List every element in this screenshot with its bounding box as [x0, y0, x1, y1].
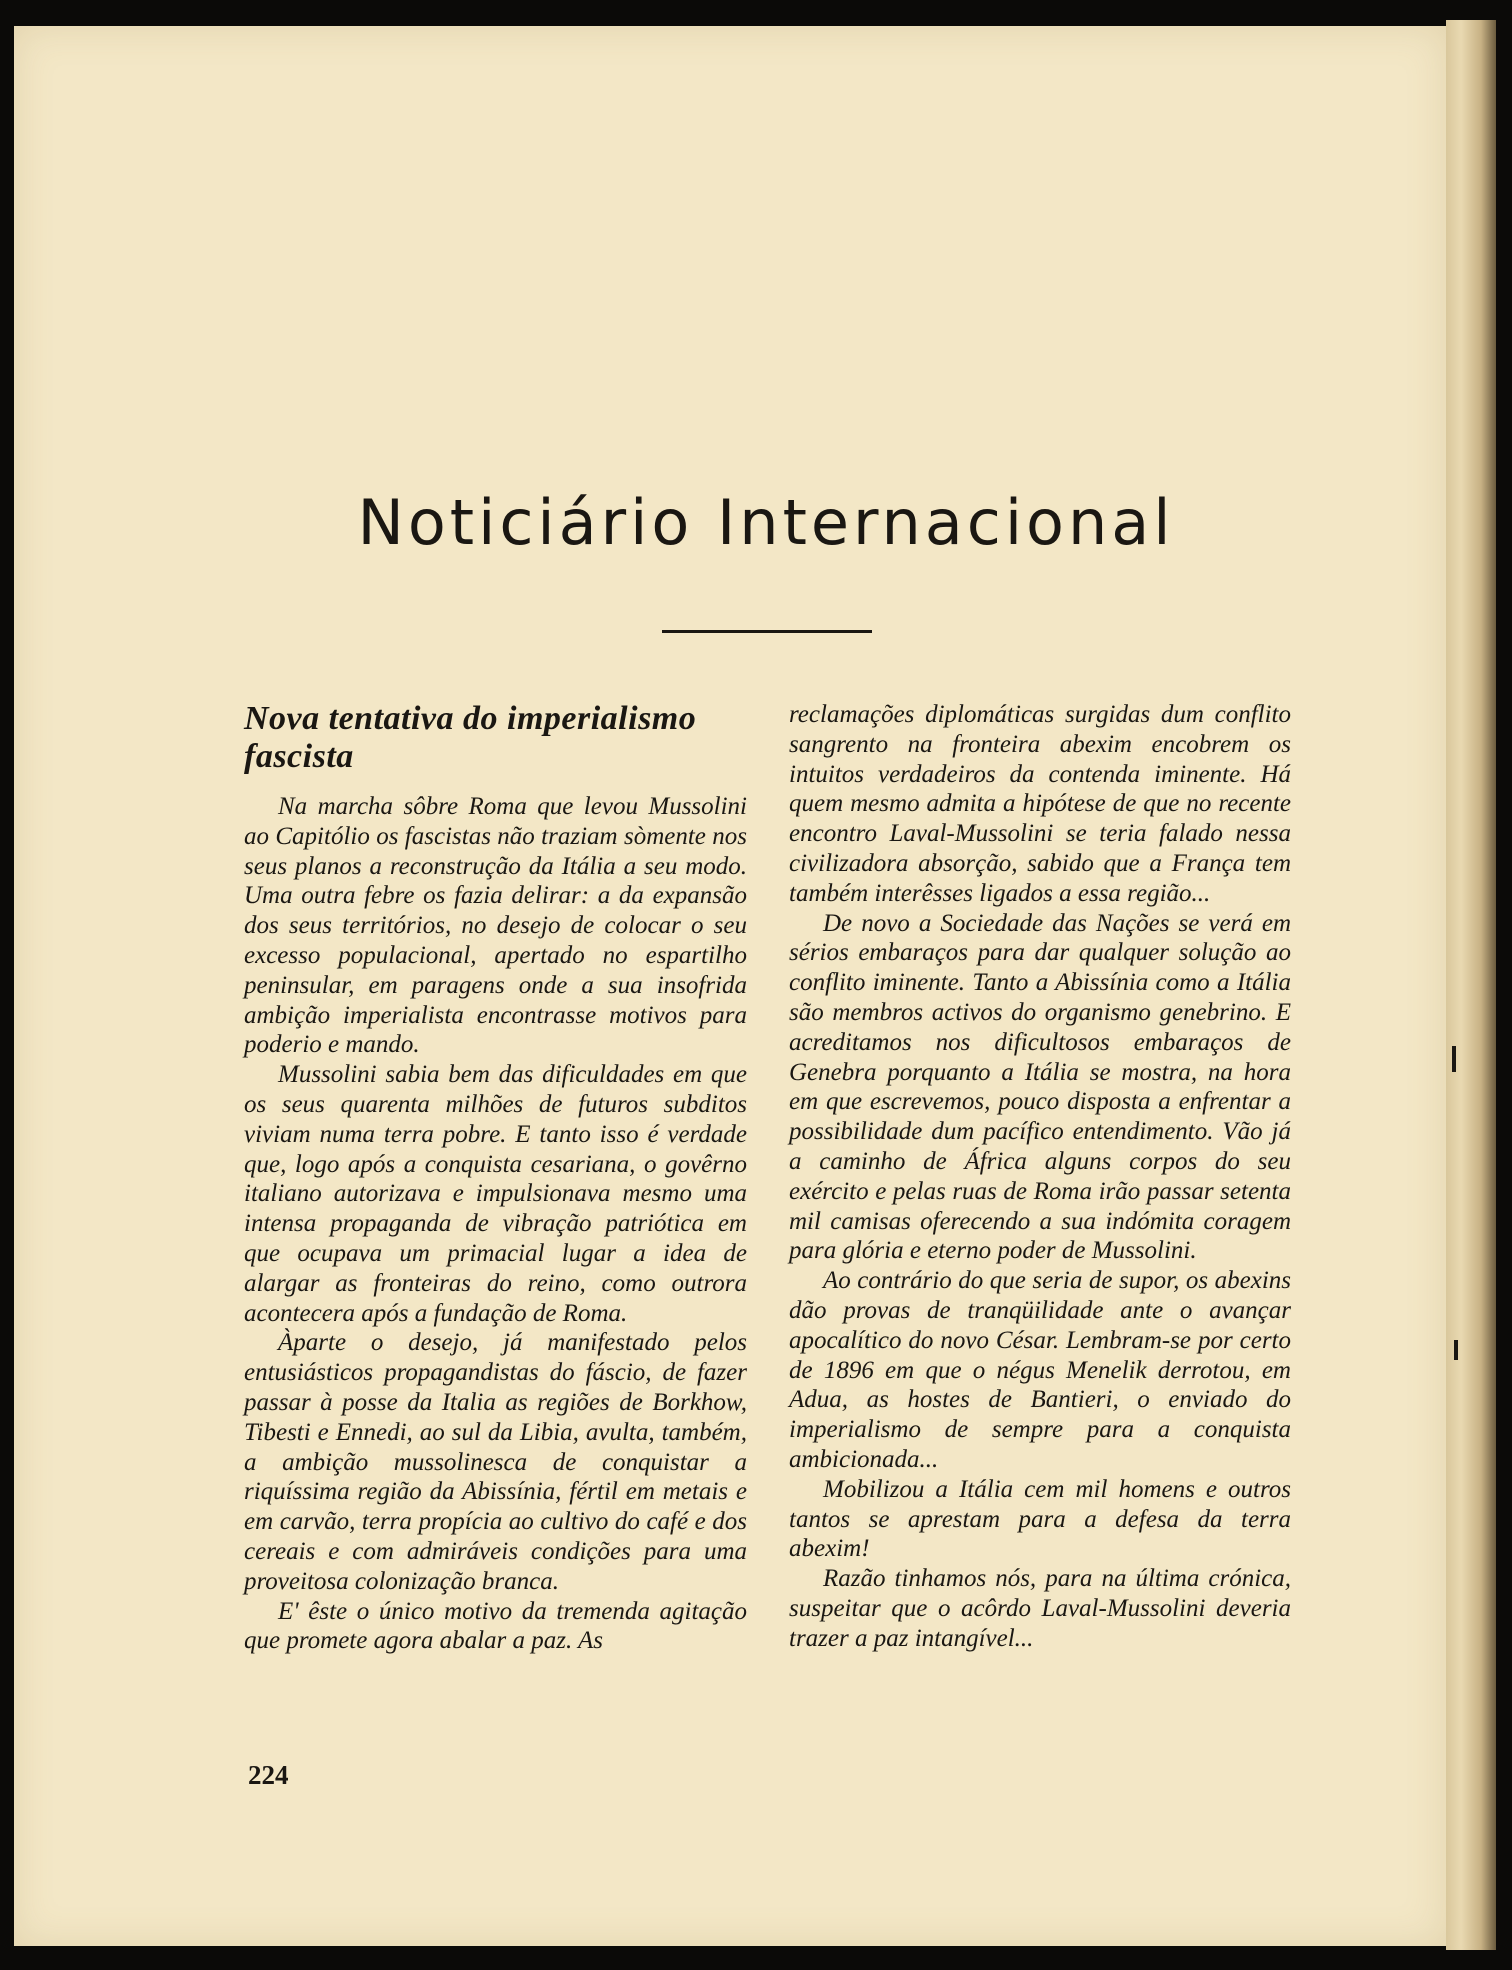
margin-mark	[1454, 1340, 1458, 1360]
left-paragraph: Àparte o desejo, já manifestado pelos entusiásticos propagandistas do fáscio, de fazer passar à posse da Italia as regiões de Borkhow, Tibesti e Ennedi, ao sul da Libia, avulta, também, a ambição mussolinesca de conquistar a riquíssima região da Abissínia, fértil em metais e em carvão, terra propícia ao cultivo do café e dos cereais e com admiráveis condições para uma proveitosa colonização branca.	[244, 1329, 747, 1595]
title-divider	[662, 630, 872, 633]
right-paragraph: reclamações diplomáticas surgidas dum conflito sangrento na fronteira abexim encobrem os intuitos verdadeiros da contenda iminente. Há quem mesmo admita a hipótese de que no recente encontro Laval-Mussolini se teria falado nessa civilizadora absorção, sabido que a França tem também interêsses ligados a essa região...	[789, 701, 1291, 907]
article-headline: Nova tentativa do imperialismo fascista	[244, 700, 697, 775]
left-column	[244, 700, 747, 1656]
left-paragraph: Na marcha sôbre Roma que levou Mussolini ao Capitólio os fascistas não traziam sòmente nos seus planos a reconstrução da Itália a seu modo. Uma outra febre os fazia delirar: a da expansão dos seus territórios, no desejo de colocar o seu excesso populacional, apertado no espartilho peninsular, em paragens onde a sua insofrida ambição imperialista encontrasse motivos para poderio e mando.	[244, 793, 747, 1059]
right-column	[789, 700, 1291, 1654]
page-number: 224	[248, 1760, 289, 1790]
right-paragraph: Razão tinhamos nós, para na última crónica, suspeitar que o acôrdo Laval-Mussolini deveria trazer a paz intangível...	[789, 1565, 1291, 1652]
page-edge	[1446, 20, 1496, 1950]
left-paragraph: Mussolini sabia bem das dificuldades em que os seus quarenta milhões de futuros subditos viviam numa terra pobre. E tanto isso é verdade que, logo após a conquista cesariana, o govêrno italiano autorizava e impulsionava mesmo uma intensa propaganda de vibração patriótica em que ocupava um primacial lugar a idea de alargar as fronteiras do reino, como outrora acontecera após a fundação de Roma.	[244, 1061, 747, 1327]
right-paragraph: Ao contrário do que seria de supor, os abexins dão provas de tranqüilidade ante o avançar apocalítico do novo César. Lembram-se por certo de 1896 em que o négus Menelik derrotou, em Adua, as hostes de Bantieri, o enviado do imperialismo de sempre para a conquista ambicionada...	[789, 1267, 1291, 1473]
left-paragraph: E' êste o único motivo da tremenda agitação que promete agora abalar a paz. As	[244, 1597, 747, 1655]
section-title: Noticiário Internacional	[357, 486, 1175, 559]
margin-mark	[1452, 1046, 1456, 1072]
right-paragraph: Mobilizou a Itália cem mil homens e outros tantos se aprestam para a defesa da terra abexim!	[789, 1475, 1291, 1563]
right-paragraph: De novo a Sociedade das Nações se verá em sérios embaraços para dar qualquer solução ao conflito iminente. Tanto a Abissínia como a Itália são membros activos do organismo genebrino. E acreditamos nos dificultosos embaraços de Genebra porquanto a Itália se mostra, na hora em que escrevemos, pouco disposta a enfrentar a possibilidade dum pacífico entendimento. Vão já a caminho de África alguns corpos do seu exército e pelas ruas de Roma irão passar setenta mil camisas oferecendo a sua indómita coragem para glória e eterno poder de Mussolini.	[789, 909, 1291, 1265]
